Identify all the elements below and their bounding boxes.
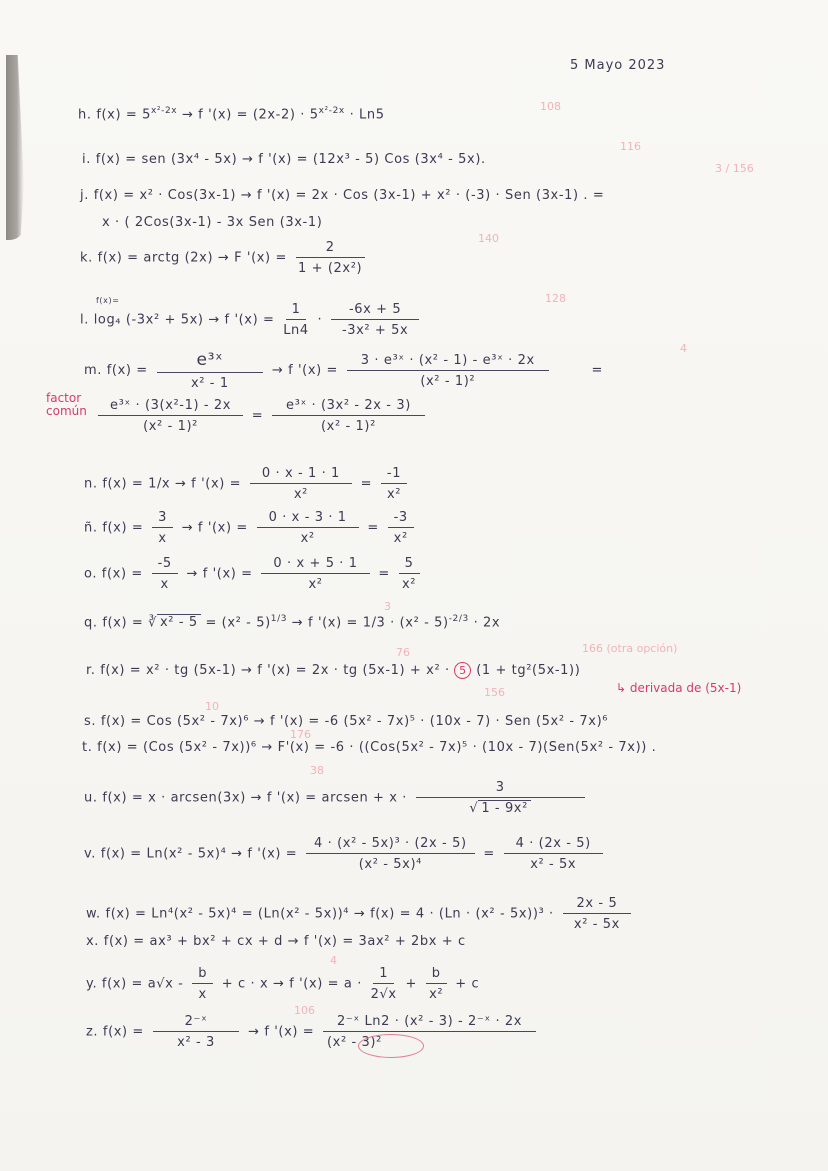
fraction <box>153 1014 240 1050</box>
faint-mark: 116 <box>620 140 641 153</box>
exponent: 1/3 <box>270 614 288 624</box>
denominator: x² - 5x <box>573 917 620 932</box>
exercise-j-continuation: x · ( 2Cos(3x-1) - 3x Sen (3x-1) <box>102 215 323 230</box>
numerator: 4 · (x² - 5x)³ · (2x - 5) <box>306 836 475 854</box>
power-form: = (x² - 5) <box>205 615 271 631</box>
equals: = <box>251 408 264 424</box>
faint-mark: 108 <box>540 100 561 113</box>
label: i. <box>82 152 91 167</box>
exercise-s <box>84 714 608 729</box>
fraction <box>250 466 352 502</box>
fraction <box>98 398 243 434</box>
rhs-tail: · Ln5 <box>349 107 385 123</box>
label: s. <box>84 714 97 729</box>
numerator: 1 <box>286 302 307 320</box>
exercise-z <box>86 1014 540 1050</box>
numerator: 2⁻ˣ <box>153 1014 240 1032</box>
denominator: (x² - 3)² <box>327 1035 382 1050</box>
numerator: 0 · x + 5 · 1 <box>261 556 369 574</box>
fraction <box>323 1014 536 1050</box>
exercise-t <box>82 740 656 755</box>
fraction <box>261 556 369 592</box>
equation: f(x) = Cos (5x² - 7x)⁶ → f '(x) = -6 (5x² - 7x)⁵ · (10x - 7) · Sen (5x² - 7x)⁶ <box>100 714 609 729</box>
lhs: f(x) = a√x - <box>101 976 184 992</box>
numerator: 2⁻ˣ Ln2 · (x² - 3) - 2⁻ˣ · 2x <box>323 1014 536 1032</box>
exercise-w <box>86 896 635 932</box>
label: j. <box>80 188 89 203</box>
numerator: b <box>192 966 213 984</box>
denominator: x² - 5x <box>530 857 577 872</box>
rhs-tail: · 2x <box>473 615 501 631</box>
arrow: → f '(x) = <box>248 1024 315 1040</box>
lhs: f(x) = Ln(x² - 5x)⁴ → f '(x) = <box>100 846 298 862</box>
faint-mark: 3 / 156 <box>715 162 754 175</box>
denominator: x² - 3 <box>177 1035 215 1050</box>
arrow: → f '(x) = <box>181 520 248 536</box>
numerator: -5 <box>152 556 178 574</box>
exercise-y <box>86 966 479 1002</box>
circled-denominator-mark <box>358 1034 424 1058</box>
fraction <box>157 350 264 391</box>
denominator: x² <box>300 531 315 546</box>
circled-derivative: 5 <box>454 662 471 679</box>
denominator: √ 1 - 9x² <box>469 798 531 816</box>
faint-mark: 10 <box>205 700 219 713</box>
fraction <box>426 966 447 1002</box>
label: y. <box>86 976 98 992</box>
note-derivada <box>616 682 741 695</box>
label: h. <box>78 107 92 123</box>
fraction <box>416 780 585 816</box>
fraction <box>388 510 414 546</box>
equals: = <box>483 846 495 862</box>
numerator: 3 <box>416 780 585 798</box>
equation: f(x) = (Cos (5x² - 7x))⁶ → F'(x) = -6 · ((Cos(5x² - 7x)⁵ · (10x - 7)(Sen(5x² - 7x)) . <box>97 740 657 755</box>
numerator: 3 <box>152 510 173 528</box>
fraction <box>192 966 213 1002</box>
exercise-enye: ñ. f(x) = $\frac{3}{x}$ → f '(x) = $\frac{0 \cdot x - 3 \cdot 1}{\text{x²}}$ = $\frac{-3}{\text{x²}}$ <box>84 510 418 546</box>
radicand: x² - 5 <box>157 614 201 630</box>
numerator: b <box>426 966 447 984</box>
numerator: 0 · x - 1 · 1 <box>250 466 352 484</box>
lhs: f(x) = ∛ <box>102 615 157 631</box>
lhs: f(x) = 1/x → f '(x) = <box>102 476 242 492</box>
exponent: x²-2x <box>150 106 178 116</box>
label: x. <box>86 934 100 949</box>
fraction <box>272 398 425 434</box>
exercise-q <box>84 614 500 630</box>
denominator: 2√x <box>370 987 397 1002</box>
exercise-i <box>82 152 486 167</box>
arrow: → f '(x) = <box>271 363 339 378</box>
exercise-u <box>84 780 589 816</box>
arrow-icon: ↳ <box>616 681 627 695</box>
fraction <box>347 353 549 389</box>
exercise-j <box>80 188 604 203</box>
dot: · <box>317 312 323 328</box>
lhs: f(x) = <box>101 566 143 582</box>
arrow: → f '(x) = <box>186 566 253 582</box>
numerator: e³ˣ · (3(x²-1) - 2x <box>98 398 243 416</box>
numerator: 3 · e³ˣ · (x² - 1) - e³ˣ · 2x <box>347 353 549 371</box>
numerator: 5 <box>399 556 420 574</box>
denominator: 1 + (2x²) <box>298 261 363 276</box>
page-edge-shadow <box>6 55 24 240</box>
label: q. <box>84 615 98 631</box>
faint-mark: 106 <box>294 1004 315 1017</box>
lhs: f(x) = 5 <box>96 107 151 123</box>
denominator: x² <box>429 987 444 1002</box>
faint-mark: 128 <box>545 292 566 305</box>
lhs: f(x) = arctg (2x) → F '(x) = <box>97 250 287 266</box>
faint-mark: 76 <box>396 646 410 659</box>
fraction <box>381 466 407 502</box>
fraction <box>504 836 603 872</box>
plus: + <box>405 976 417 992</box>
arrow: → <box>291 615 304 631</box>
numerator: 4 · (2x - 5) <box>504 836 603 854</box>
rhs-tail: (1 + tg²(5x-1)) <box>476 663 581 678</box>
note-text: derivada de (5x-1) <box>629 681 742 695</box>
note-otra-opcion: 166 (otra opción) <box>582 642 678 655</box>
fraction <box>306 836 475 872</box>
denominator: x² <box>402 577 417 592</box>
denominator: (x² - 1)² <box>321 419 376 434</box>
note-factor-comun: factor común <box>46 391 87 418</box>
denominator: (x² - 1)² <box>420 373 476 389</box>
numerator: -3 <box>388 510 414 528</box>
numerator: 2x - 5 <box>563 896 632 914</box>
radicand: 1 - 9x² <box>478 800 531 816</box>
fraction <box>283 302 309 338</box>
label: o. <box>84 566 98 582</box>
equation: f(x) = x² · Cos(3x-1) → f '(x) = 2x · Cos (3x-1) + x² · (-3) · Sen (3x-1) . = <box>93 188 605 203</box>
lhs: f(x) = <box>102 520 144 536</box>
denominator: x² <box>386 487 402 502</box>
rhs: f '(x) = (2x-2) · 5 <box>198 107 319 123</box>
fraction <box>257 510 359 546</box>
exercise-h <box>78 106 385 122</box>
label: k. <box>80 250 93 266</box>
numerator: 1 <box>373 966 394 984</box>
label: n. <box>84 476 98 492</box>
label: u. <box>84 790 98 806</box>
exercise-k <box>80 240 369 276</box>
exercise-m-simplified <box>94 398 429 434</box>
equation: f(x) = sen (3x⁴ - 5x) → f '(x) = (12x³ - 5) Cos (3x⁴ - 5x). <box>95 152 486 167</box>
numerator: e³ˣ <box>157 350 264 373</box>
fraction <box>563 896 632 932</box>
label: z. <box>86 1024 99 1040</box>
tail: + c <box>455 976 480 992</box>
faint-mark: 176 <box>290 728 311 741</box>
lhs: f(x) = x · arcsen(3x) → f '(x) = arcsen + x · <box>102 790 407 806</box>
fraction <box>152 510 173 546</box>
denominator: -3x² + 5x <box>341 323 409 338</box>
faint-mark: 140 <box>478 232 499 245</box>
rhs: f '(x) = 1/3 · (x² - 5) <box>308 615 449 631</box>
date-header: 5 Mayo 2023 <box>570 58 666 73</box>
lhs: log₄ (-3x² + 5x) → f '(x) = <box>93 312 275 328</box>
lhs: f(x) = Ln⁴(x² - 5x)⁴ = (Ln(x² - 5x))⁴ → f(x) = 4 · (Ln · (x² - 5x))³ · <box>105 906 554 922</box>
denominator: Ln4 <box>283 323 309 338</box>
exercise-r <box>86 662 580 679</box>
faint-mark: 4 <box>330 954 337 967</box>
exponent: -2/3 <box>448 614 469 624</box>
label: w. <box>86 906 101 922</box>
exercise-x <box>86 934 466 949</box>
denominator: x <box>160 577 169 592</box>
faint-mark: 38 <box>310 764 324 777</box>
label: t. <box>82 740 93 755</box>
numerator: -1 <box>381 466 407 484</box>
lhs: f(x) = <box>106 363 148 378</box>
arrow: → <box>181 107 194 123</box>
fraction <box>152 556 178 592</box>
faint-mark: 156 <box>484 686 505 699</box>
lhs: f(x) = x² · tg (5x-1) → f '(x) = 2x · tg (5x-1) + x² · <box>100 663 450 678</box>
label: m. <box>84 363 102 378</box>
fraction <box>331 302 419 338</box>
exercise-v <box>84 836 607 872</box>
denominator: x <box>158 531 167 546</box>
exponent: x²-2x <box>318 106 345 116</box>
denominator: x² <box>308 577 323 592</box>
denominator: (x² - 1)² <box>143 419 198 434</box>
denominator: x² <box>293 487 308 502</box>
exercise-n: n. f(x) = 1/x → f '(x) = $\frac{0 \cdot x - 1 \cdot 1}{\text{x²}}$ = $\frac{-1}{\text{x²}}$ <box>84 466 411 502</box>
numerator: -6x + 5 <box>331 302 419 320</box>
fraction <box>371 966 397 1002</box>
exercise-l <box>80 302 423 338</box>
numerator: e³ˣ · (3x² - 2x - 3) <box>272 398 425 416</box>
denominator: (x² - 5x)⁴ <box>358 857 422 872</box>
label: ñ. <box>84 520 98 536</box>
label: r. <box>86 663 96 678</box>
denominator: x² - 1 <box>190 376 229 391</box>
label: v. <box>84 846 97 862</box>
middle: + c · x → f '(x) = a · <box>221 976 362 992</box>
exercise-l-prefix: f(x)= <box>96 296 120 305</box>
exercise-o: o. f(x) = $\frac{-5}{x}$ → f '(x) = $\frac{0 \cdot x + 5 \cdot 1}{\text{x²}}$ = $\frac{5}{\text{x²}}$ <box>84 556 424 592</box>
faint-mark: 3 <box>384 600 391 613</box>
fraction <box>399 556 420 592</box>
numerator: 0 · x - 3 · 1 <box>257 510 359 528</box>
denominator: x² <box>393 531 408 546</box>
denominator: x <box>198 987 207 1002</box>
label: l. <box>80 312 89 328</box>
equals: = <box>591 363 604 378</box>
exercise-m <box>84 350 603 391</box>
equation: f(x) = ax³ + bx² + cx + d → f '(x) = 3ax² + 2bx + c <box>103 934 466 949</box>
fraction <box>296 240 365 276</box>
numerator: 2 <box>296 240 365 258</box>
faint-mark: 4 <box>680 342 687 355</box>
lhs: f(x) = <box>102 1024 144 1040</box>
